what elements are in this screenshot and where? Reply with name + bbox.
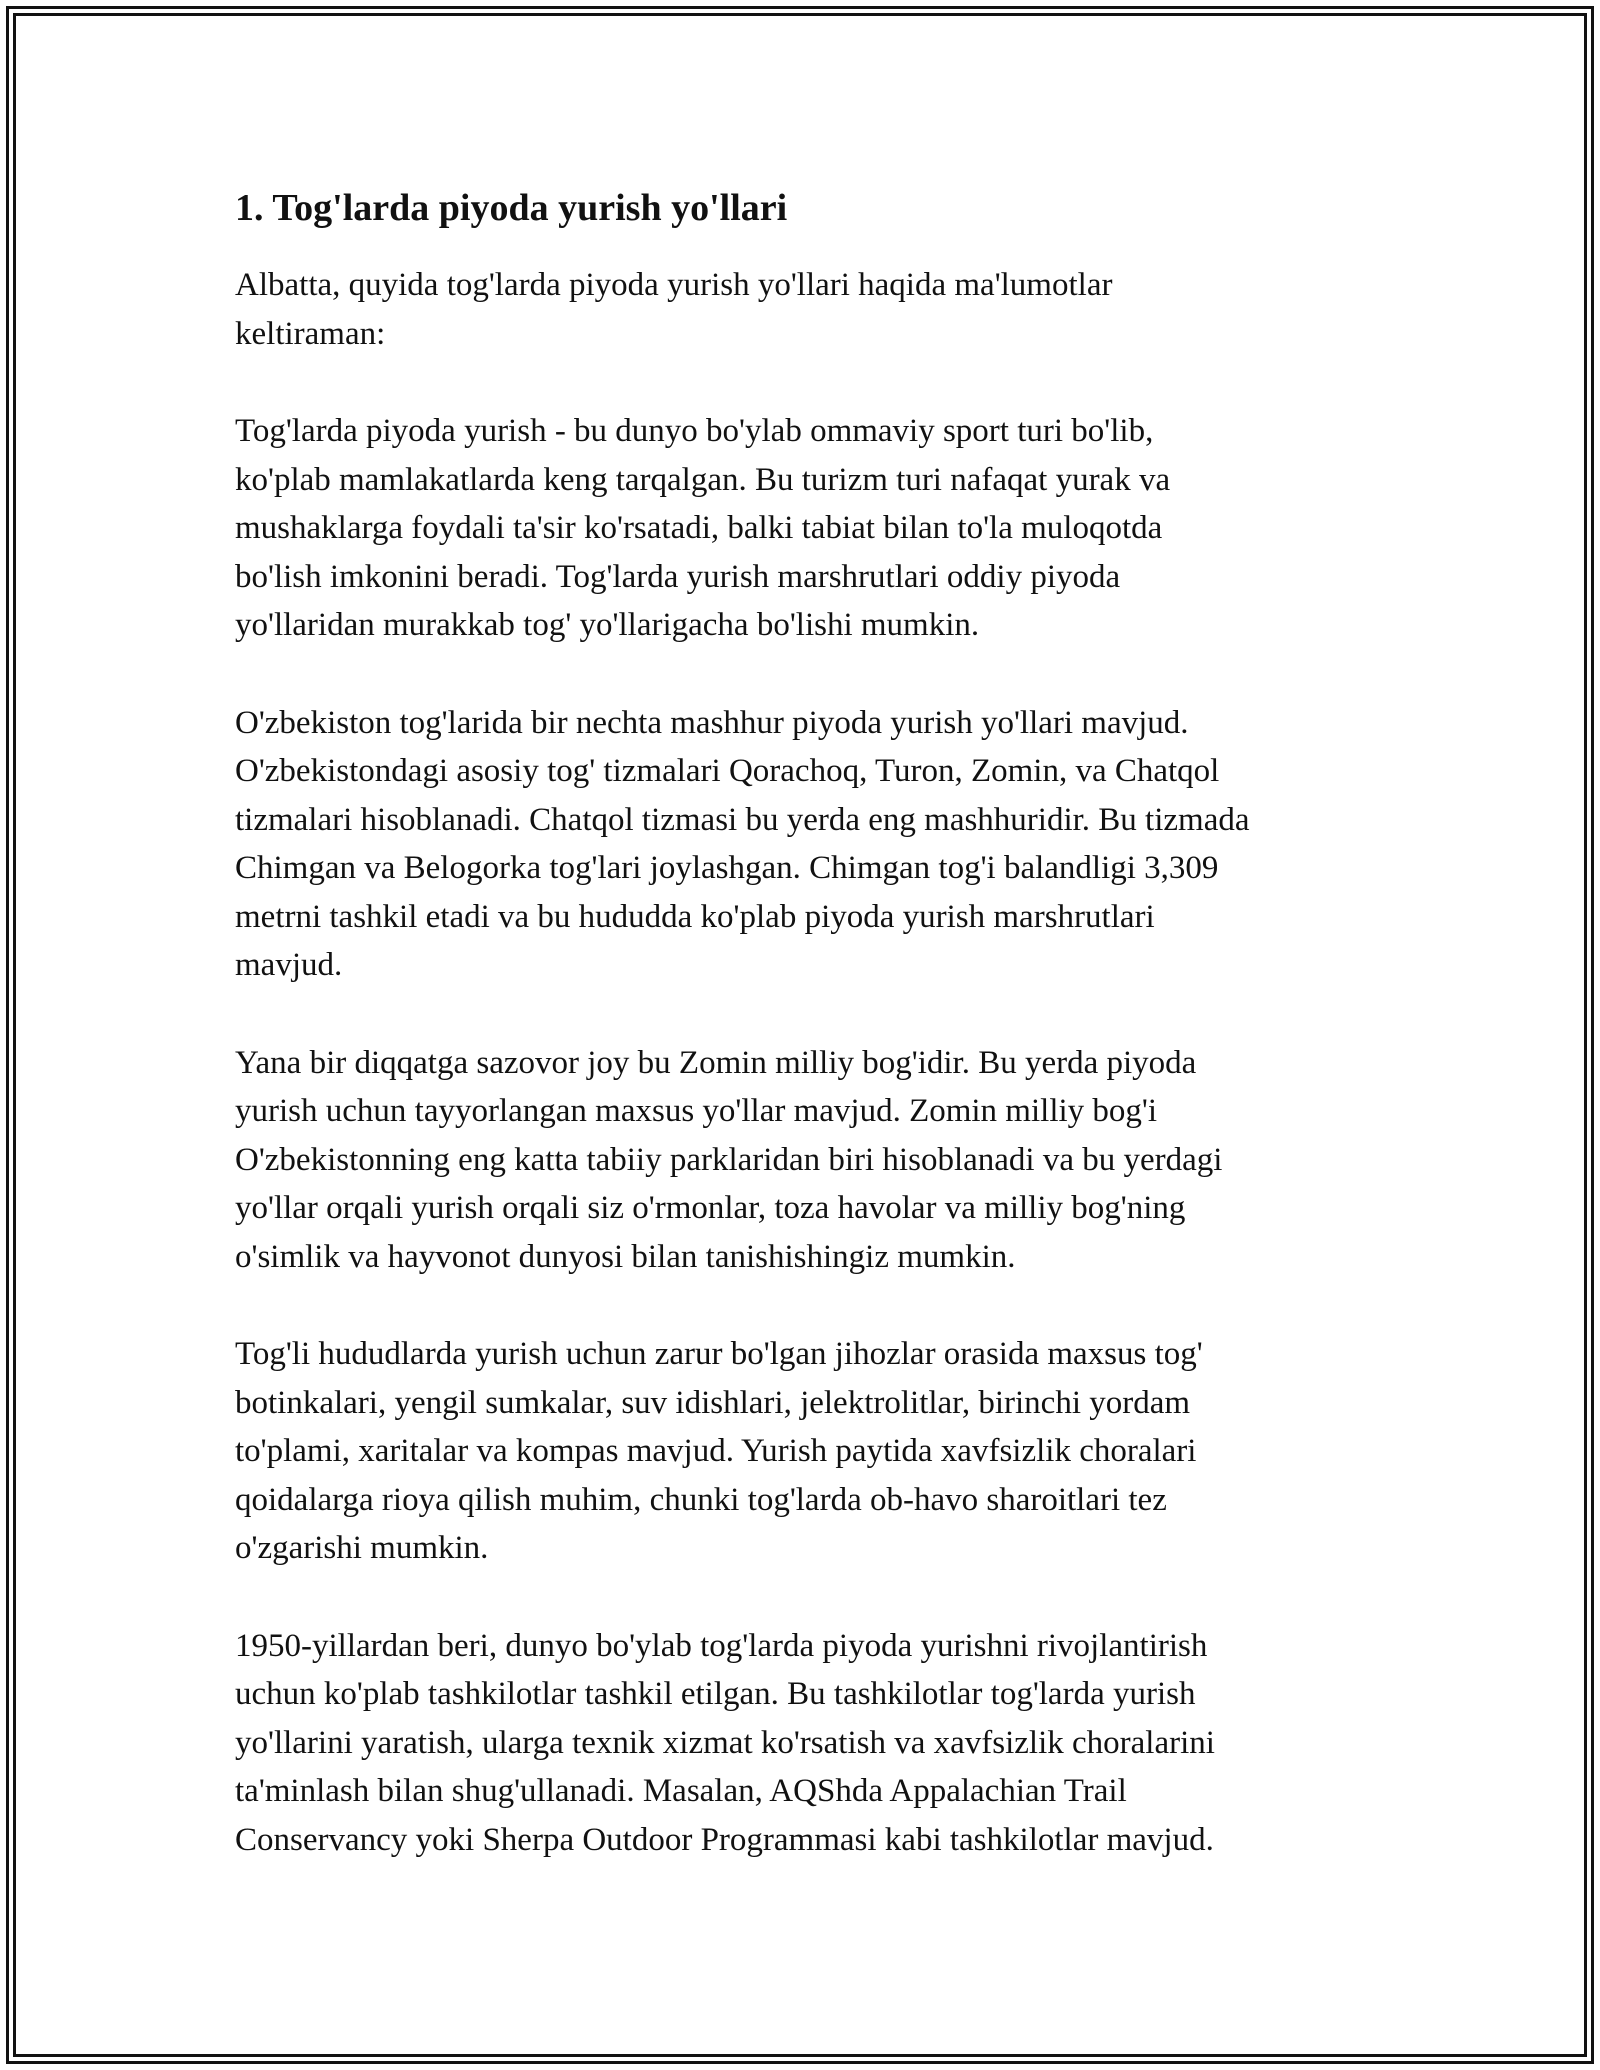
text-line: bo'lish imkonini beradi. Tog'larda yurish marshrutlari oddiy piyoda <box>235 558 1121 595</box>
text-line: keltiraman: <box>235 315 386 352</box>
text-line: Tog'li hududlarda yurish uchun zarur bo'lgan jihozlar orasida maxsus tog' <box>235 1336 1203 1372</box>
text-line: O'zbekistondagi asosiy tog' tizmalari Qorachoq, Turon, Zomin, va Chatqol <box>235 753 1220 789</box>
text-line: Albatta, quyida tog'larda piyoda yurish yo'llari haqida ma'lumotlar <box>235 267 1113 303</box>
text-line: Conservancy yoki Sherpa Outdoor Programmasi kabi tashkilotlar mavjud. <box>235 1821 1214 1858</box>
text-line: ko'plab mamlakatlarda keng tarqalgan. Bu turizm turi nafaqat yurak va <box>235 461 1171 498</box>
text-line: O'zbekiston tog'larida bir nechta mashhur piyoda yurish yo'llari mavjud. <box>235 704 1189 741</box>
text-line: O'zbekistonning eng katta tabiiy parklaridan biri hisoblanadi va bu yerdagi <box>235 1141 1223 1178</box>
text-line: Tog'larda piyoda yurish - bu dunyo bo'ylab ommaviy sport turi bo'lib, <box>235 413 1154 449</box>
paragraph-uzbekistan-mountains <box>235 699 1380 990</box>
text-line: qoidalarga rioya qilish muhim, chunki tog'larda ob-havo sharoitlari tez <box>235 1481 1167 1518</box>
text-line: o'zgarishi mumkin. <box>235 1530 489 1566</box>
text-line: tizmalari hisoblanadi. Chatqol tizmasi bu yerda eng mashhuridir. Bu tizmada <box>235 801 1250 838</box>
paragraph-organizations <box>235 1622 1380 1865</box>
paragraph-equipment <box>235 1330 1380 1573</box>
text-line: uchun ko'plab tashkilotlar tashkil etilgan. Bu tashkilotlar tog'larda yurish <box>235 1676 1196 1712</box>
text-line: to'plami, xaritalar va kompas mavjud. Yurish paytida xavfsizlik choralari <box>235 1433 1197 1469</box>
text-line: Yana bir diqqatga sazovor joy bu Zomin milliy bog'idir. Bu yerda piyoda <box>235 1044 1197 1081</box>
paragraph-hiking-overview <box>235 407 1380 650</box>
document-body <box>235 185 1380 1864</box>
text-line: o'simlik va hayvonot dunyosi bilan tanishishingiz mumkin. <box>235 1238 1016 1275</box>
text-line: yurish uchun tayyorlangan maxsus yo'llar mavjud. Zomin milliy bog'i <box>235 1093 1158 1129</box>
text-line: Chimgan va Belogorka tog'lari joylashgan. Chimgan tog'i balandligi 3,309 <box>235 850 1219 886</box>
text-line: botinkalari, yengil sumkalar, suv idishlari, jelektrolitlar, birinchi yordam <box>235 1384 1191 1421</box>
text-line: mushaklarga foydali ta'sir ko'rsatadi, balki tabiat bilan to'la muloqotda <box>235 510 1163 546</box>
text-line: ta'minlash bilan shug'ullanadi. Masalan, AQShda Appalachian Trail <box>235 1773 1127 1809</box>
document-title: 1. Tog'larda piyoda yurish yo'llari <box>235 187 788 229</box>
text-line: metrni tashkil etadi va bu hududda ko'plab piyoda yurish marshrutlari <box>235 898 1155 935</box>
text-line: yo'llarini yaratish, ularga texnik xizmat ko'rsatish va xavfsizlik choralarini <box>235 1724 1215 1761</box>
text-line: yo'llaridan murakkab tog' yo'llarigacha bo'lishi mumkin. <box>235 607 980 643</box>
paragraph-zomin-park <box>235 1039 1380 1282</box>
text-line: 1950-yillardan beri, dunyo bo'ylab tog'larda piyoda yurishni rivojlantirish <box>235 1627 1208 1664</box>
text-line: yo'llar orqali yurish orqali siz o'rmonlar, toza havolar va milliy bog'ning <box>235 1190 1186 1226</box>
text-line: mavjud. <box>235 947 343 983</box>
paragraph-intro <box>235 261 1380 358</box>
